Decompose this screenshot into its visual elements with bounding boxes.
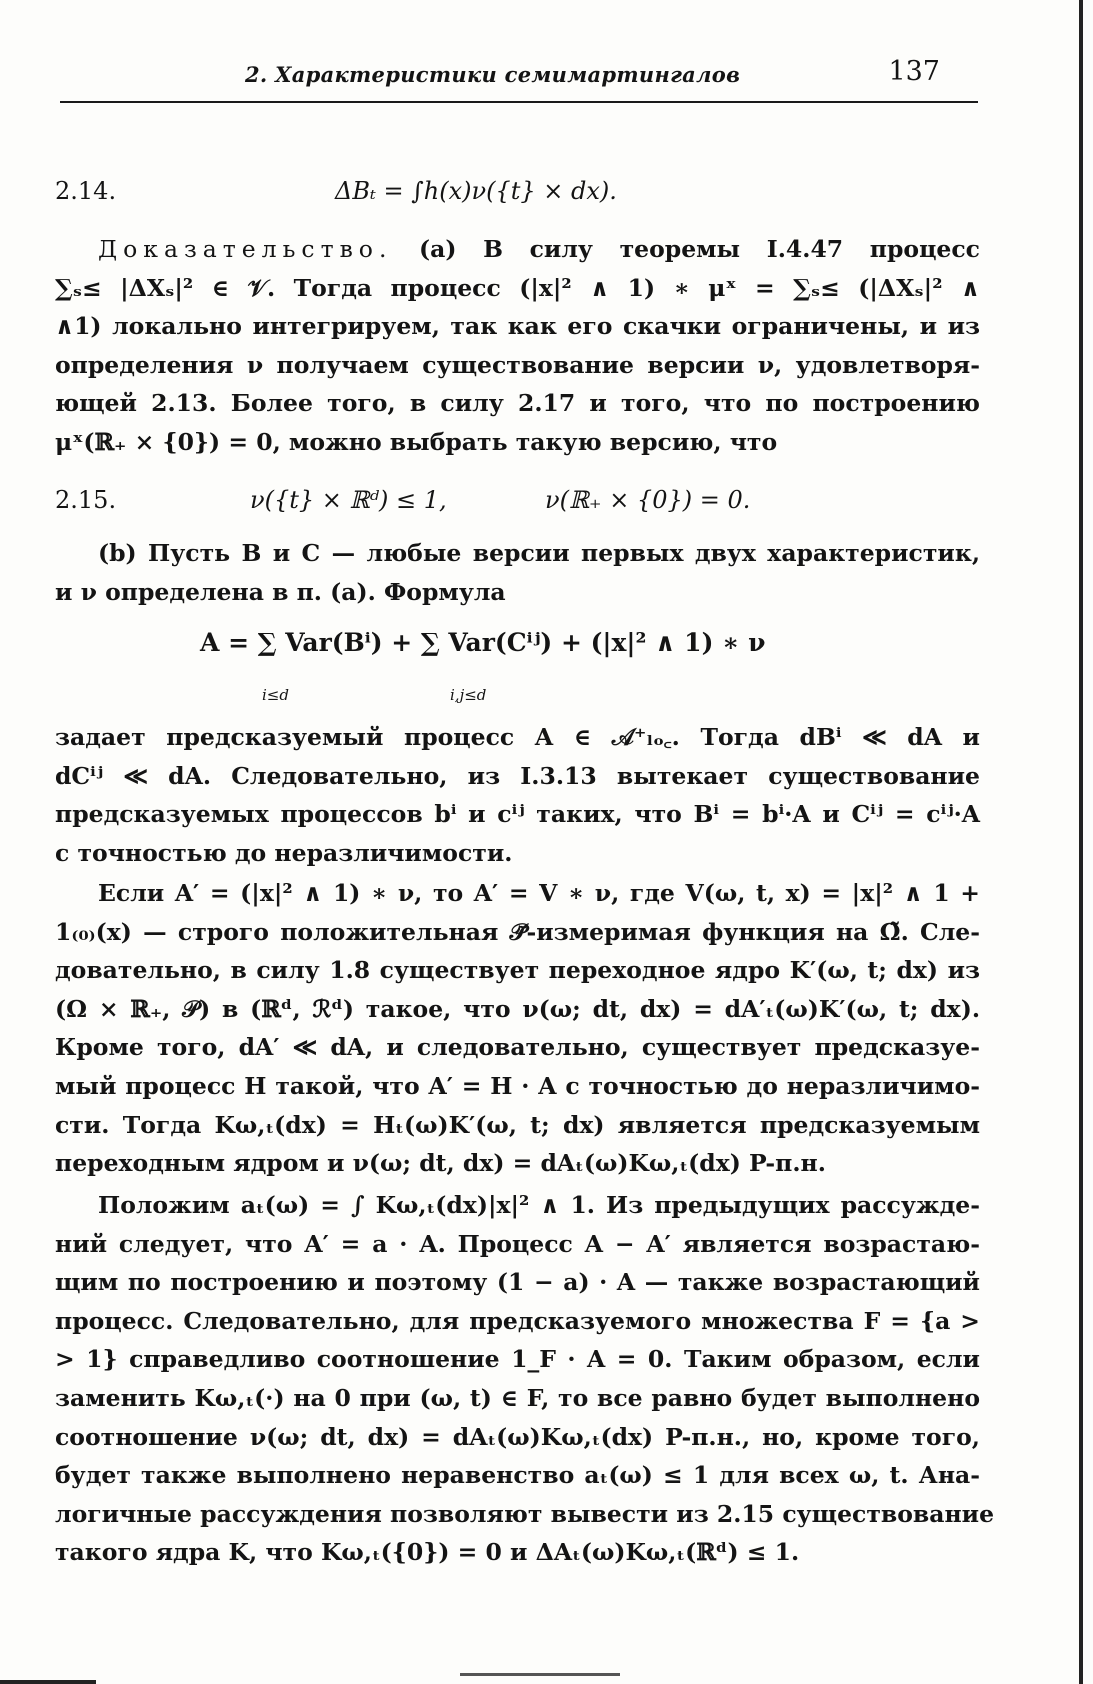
paragraph-set [55, 1186, 995, 1572]
equation-left: ν({t} × ℝᵈ) ≤ 1, [250, 486, 447, 514]
text-line: сти. Тогда Kω,ₜ(dx) = Hₜ(ω)K′(ω, t; dx) является предсказуемым [55, 1110, 980, 1139]
paragraph-A [55, 718, 980, 872]
proof-word: Доказательство. [98, 235, 393, 263]
equation-body: ΔBₜ = ∫h(x)ν({t} × dx). [335, 177, 617, 205]
text-line [55, 230, 980, 269]
text-fragment: (a) В силу теоремы I.4.47 процесс [419, 235, 980, 263]
page-number: 137 [888, 56, 940, 87]
display-formula-A [200, 628, 765, 657]
text-line: предсказуемых процессов bⁱ и cⁱʲ таких, что Bⁱ = bⁱ·A и Cⁱʲ = cⁱʲ·A [55, 800, 980, 829]
text-line: Кроме того, dA′ ≪ dA, и следовательно, существует предсказуе- [55, 1033, 980, 1062]
text-line: Положим aₜ(ω) = ∫ Kω,ₜ(dx)|x|² ∧ 1. Из предыдущих рассужде- [98, 1191, 980, 1219]
header-rule [60, 101, 978, 103]
text-line: (b) Пусть B и C — любые версии первых двух характеристик, [98, 539, 980, 567]
scan-noise [460, 1673, 620, 1676]
text-line: заменить Kω,ₜ(·) на 0 при (ω, t) ∈ F, то все равно будет выполнено [55, 1383, 980, 1412]
equation-2-14 [55, 177, 985, 217]
text-line: с точностью до неразличимости. [55, 838, 513, 867]
text-line: довательно, в силу 1.8 существует переходное ядро K′(ω, t; dx) из [55, 956, 980, 985]
text-line: определения ν получаем существование версии ν, удовлетворя- [55, 350, 980, 379]
text-line: ∑ₛ≤ |ΔXₛ|² ∈ 𝒱. Тогда процесс (|x|² ∧ 1) ∗ μˣ = ∑ₛ≤ (|ΔXₛ|² ∧ [55, 273, 980, 302]
text-line: щим по построению и поэтому (1 − a) · A — также возрастающий [55, 1268, 980, 1297]
text-line: задает предсказуемый процесс A ∈ 𝒜⁺ₗₒ꜀. Тогда dBⁱ ≪ dA и [55, 723, 980, 751]
text-line: процесс. Следовательно, для предсказуемого множества F = {a > [55, 1306, 980, 1335]
text-line: и ν определена в п. (a). Формула [55, 577, 506, 606]
text-line: мый процесс H такой, что A′ = H · A с точностью до неразличимо- [55, 1071, 980, 1100]
text-line: (Ω × ℝ₊, 𝒫) в (ℝᵈ, ℛᵈ) такое, что ν(ω; dt, dx) = dA′ₜ(ω)K′(ω, t; dx). [55, 994, 980, 1023]
proof-paragraph [55, 230, 980, 462]
equation-right: ν(ℝ₊ × {0}) = 0. [545, 486, 751, 514]
text-line: > 1} справедливо соотношение 1_F · A = 0. Таким образом, если [55, 1345, 980, 1374]
formula-A: A = ∑ Var(Bⁱ) + ∑ Var(Cⁱʲ) + (|x|² ∧ 1) ∗ ν [200, 628, 766, 657]
chapter-title: 2. Характеристики семимартингалов [245, 62, 741, 87]
scan-edge-right [1079, 0, 1083, 1684]
text-line: Если A′ = (|x|² ∧ 1) ∗ ν, то A′ = V ∗ ν, где V(ω, t, x) = |x|² ∧ 1 + [98, 879, 980, 907]
text-line: μˣ(ℝ₊ × {0}) = 0, можно выбрать такую версию, что [55, 427, 778, 456]
equation-2-15 [55, 486, 985, 526]
text-line: такого ядра K, что Kω,ₜ({0}) = 0 и ΔAₜ(ω)Kω,ₜ(ℝᵈ) ≤ 1. [55, 1538, 800, 1567]
paragraph-b [55, 534, 980, 611]
sum-subscript-2: i,j≤d [450, 686, 487, 704]
scan-edge-bottom [0, 1680, 96, 1684]
sum-subscript-1: i≤d [262, 686, 289, 704]
text-line: логичные рассуждения позволяют вывести из 2.15 существование [55, 1499, 995, 1528]
text-line: будет также выполнено неравенство aₜ(ω) ≤ 1 для всех ω, t. Ана- [55, 1461, 980, 1490]
text-line: соотношение ν(ω; dt, dx) = dAₜ(ω)Kω,ₜ(dx) P-п.н., но, кроме того, [55, 1422, 980, 1451]
text-line: переходным ядром и ν(ω; dt, dx) = dAₜ(ω)Kω,ₜ(dx) P-п.н. [55, 1149, 826, 1178]
equation-label: 2.14. [55, 177, 117, 205]
text-line: ний следует, что A′ = a · A. Процесс A − A′ является возрастаю- [55, 1229, 980, 1258]
text-line: ющей 2.13. Более того, в силу 2.17 и того, что по построению [55, 389, 980, 418]
text-line: dCⁱʲ ≪ dA. Следовательно, из I.3.13 вытекает существование [55, 761, 980, 790]
running-head [60, 58, 960, 98]
text-line: ∧1) локально интегрируем, так как его скачки ограничены, и из [55, 312, 980, 341]
equation-label: 2.15. [55, 486, 117, 514]
paragraph-if [55, 874, 980, 1183]
text-line: 1₍₀₎(x) — строго положительная 𝒫̃-измеримая функция на Ω̃. Сле- [55, 917, 980, 946]
